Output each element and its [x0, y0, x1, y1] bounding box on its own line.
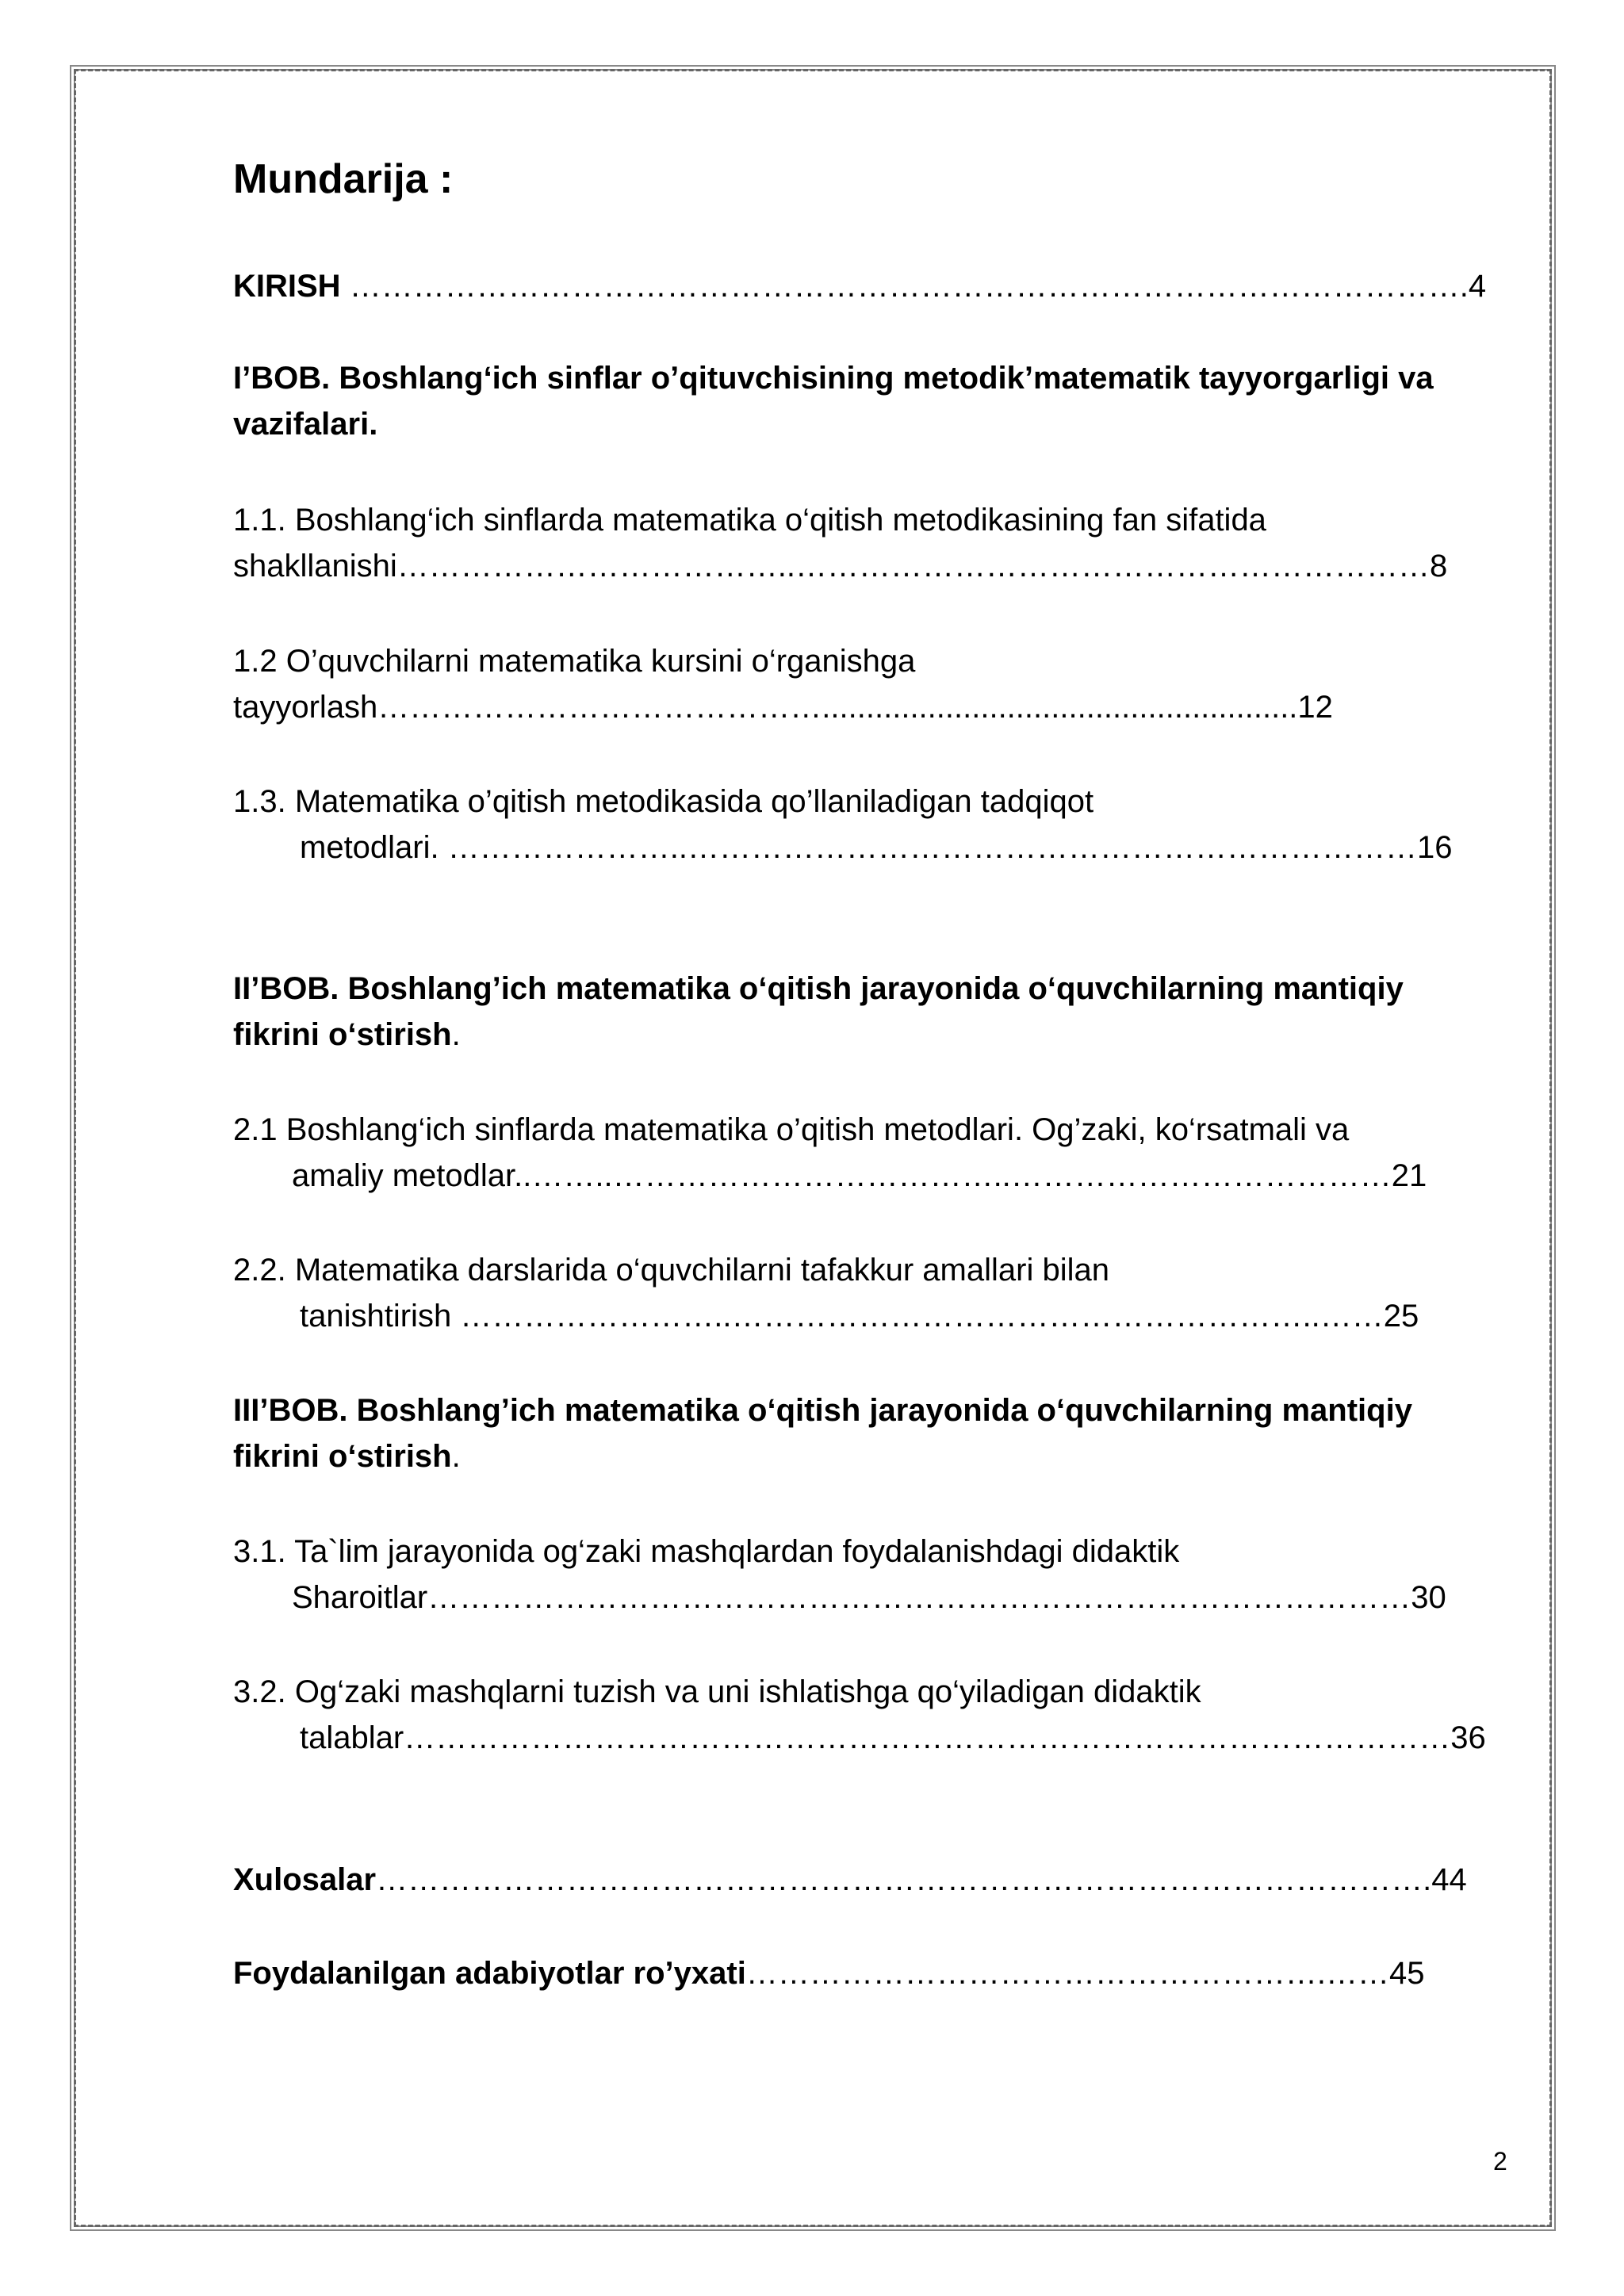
- chapter-2-heading-bold: fikrini o‘stirish: [233, 1017, 452, 1052]
- toc-entry-3-2-line-1: 3.2. Og‘zaki mashqlarni tuzish va uni ishlatishga qo‘yiladigan didaktik: [233, 1674, 1201, 1709]
- toc-entry-2-2-line-2: tanishtirish ……………………..………………………………………………..……25: [300, 1299, 1419, 1334]
- toc-leader: ……………………………………………………………………………………….: [376, 1862, 1432, 1897]
- chapter-1-heading-line-2: vazifalari.: [233, 407, 378, 442]
- toc-entry-2-1-line-2: amaliy metodlar..……..………………………………..………………………………21: [292, 1158, 1427, 1193]
- toc-entry-3-1-line-2: Sharoitlar…………………………………………………………………………………30: [292, 1580, 1446, 1615]
- chapter-2-heading-line-2: [233, 1012, 461, 1058]
- toc-entry-1-1-line-2: shakllanishi………………………………..……………………………………………………8: [233, 549, 1448, 584]
- toc-entry-1-3-line-2: metodlari. …………………..……………………………………………………………16: [300, 830, 1453, 865]
- toc-label: Foydalanilgan adabiyotlar ro’yxati: [233, 1956, 746, 1991]
- toc-entry-xulosalar: [233, 1857, 1467, 1903]
- toc-entry-1-1-line-1: 1.1. Boshlang‘ich sinflarda matematika o‘qitish metodikasining fan sifatida: [233, 503, 1266, 538]
- chapter-3-heading-tail: .: [451, 1439, 461, 1474]
- page-number: 2: [1493, 2147, 1507, 2175]
- toc-leader: ……………………………………………….……: [745, 1956, 1389, 1991]
- toc-label: KIRISH: [233, 269, 341, 304]
- toc-entry-kirish: [233, 263, 1486, 309]
- toc-entry-1-2-line-2: tayyorlash……………………………………......................................................12: [233, 690, 1333, 725]
- toc-entry-3-1-line-1: 3.1. Ta`lim jarayonida og‘zaki mashqlardan foydalanishdagi didaktik: [233, 1534, 1180, 1569]
- chapter-2-heading-line-1: II’BOB. Boshlang’ich matematika o‘qitish jarayonida o‘quvchilarning mantiqiy: [233, 971, 1404, 1006]
- page-title: Mundarija :: [233, 156, 454, 202]
- toc-entry-1-3-line-1: 1.3. Matematika o’qitish metodikasida qo’llaniladigan tadqiqot: [233, 784, 1094, 819]
- chapter-2-heading-tail: .: [451, 1017, 461, 1052]
- toc-entry-2-2-line-1: 2.2. Matematika darslarida o‘quvchilarni tafakkur amallari bilan: [233, 1253, 1109, 1288]
- chapter-3-heading-bold: fikrini o‘stirish: [233, 1439, 452, 1474]
- toc-entry-1-2-line-1: 1.2 O’quvchilarni matematika kursini o‘rganishga: [233, 644, 916, 679]
- toc-leader: …………………………………………………………………………………………….: [349, 269, 1469, 304]
- toc-page: 45: [1388, 1956, 1425, 1991]
- toc-label: Xulosalar: [233, 1862, 377, 1897]
- chapter-3-heading-line-1: III’BOB. Boshlang’ich matematika o‘qitish jarayonida o‘quvchilarning mantiqiy: [233, 1393, 1412, 1428]
- toc-entry-2-1-line-1: 2.1 Boshlang‘ich sinflarda matematika o’qitish metodlari. Og’zaki, ko‘rsatmali va: [233, 1112, 1350, 1147]
- toc-page: 4: [1468, 269, 1487, 304]
- toc-page: 44: [1431, 1862, 1467, 1897]
- chapter-1-heading-line-1: I’BOB. Boshlang‘ich sinflar o’qituvchisining metodik’matematik tayyorgarligi va: [233, 361, 1434, 396]
- toc-entry-3-2-line-2: talablar………………………………………………………………………………………36: [300, 1720, 1486, 1755]
- toc-entry-adabiyotlar: [233, 1950, 1424, 1996]
- chapter-3-heading-line-2: [233, 1433, 461, 1479]
